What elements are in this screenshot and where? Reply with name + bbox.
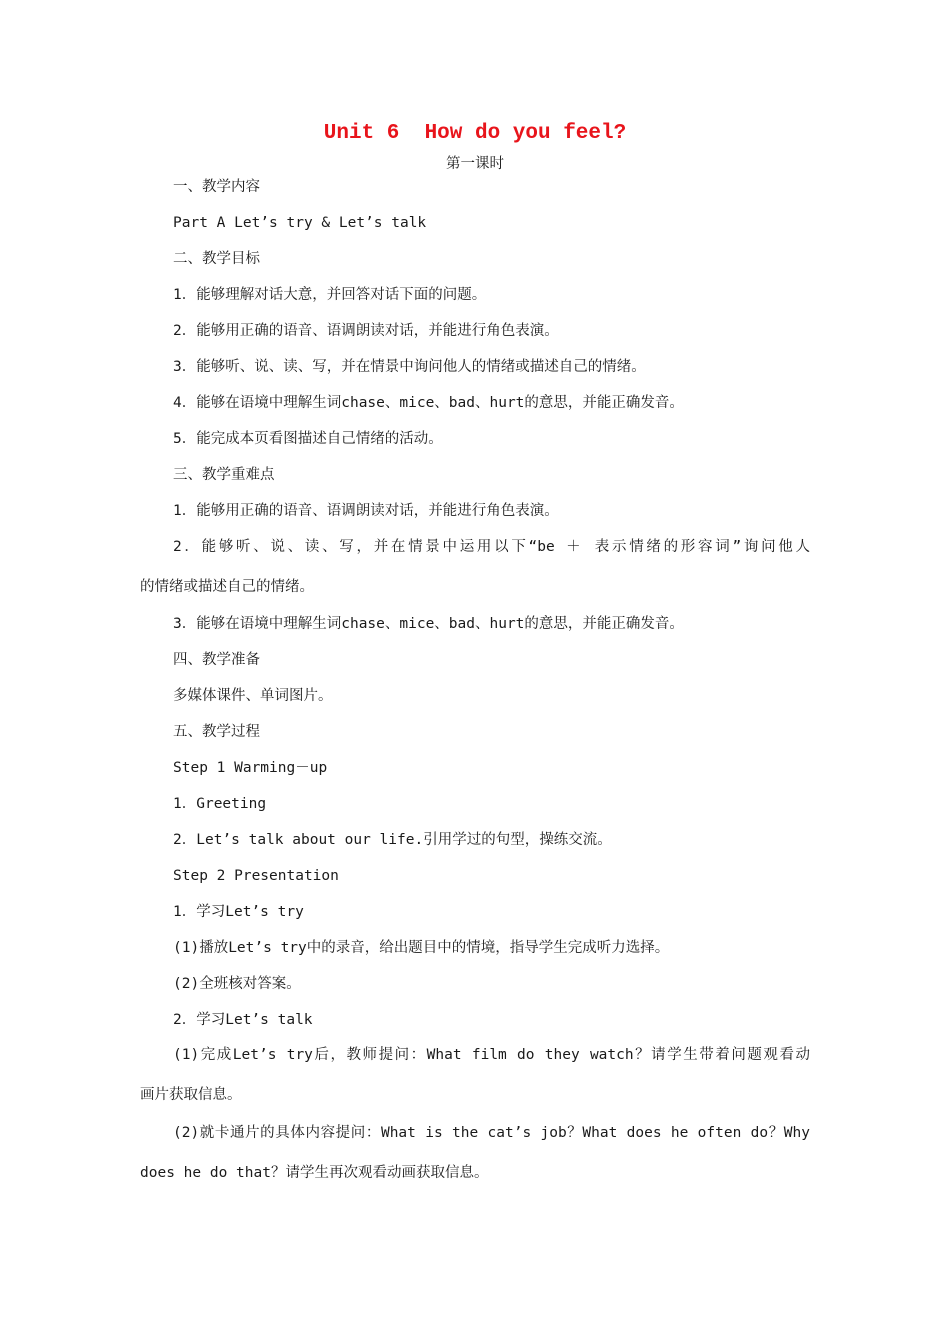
- section-heading-preparation: 四、教学准备: [173, 652, 260, 668]
- paragraph-line-continued: does he do that？请学生再次观看动画获取信息。: [140, 1165, 489, 1181]
- paragraph-line: 2．学习Let’s talk: [173, 1012, 313, 1028]
- paragraph-line: 3．能够听、说、读、写，并在情景中询问他人的情绪或描述自己的情绪。: [173, 359, 646, 375]
- paragraph-line-continued: 的情绪或描述自己的情绪。: [140, 579, 314, 595]
- document-title: Unit 6 How do you feel?: [323, 122, 627, 145]
- paragraph-line: 2．Let’s talk about our life.引用学过的句型，操练交流。: [173, 832, 612, 848]
- paragraph-line: 1．Greeting: [173, 796, 267, 812]
- paragraph-line: 2．能够听、说、读、写，并在情景中运用以下“be ＋ 表示情绪的形容词”询问他人: [173, 539, 810, 555]
- paragraph-line: 5．能完成本页看图描述自己情绪的活动。: [173, 431, 443, 447]
- paragraph-line: 3．能够在语境中理解生词chase、mice、bad、hurt的意思，并能正确发音。: [173, 616, 684, 632]
- section-heading-key-points: 三、教学重难点: [173, 467, 275, 483]
- step-heading: Step 1 Warming－up: [173, 760, 328, 776]
- paragraph-line-continued: 画片获取信息。: [140, 1087, 242, 1103]
- section-heading-objectives: 二、教学目标: [173, 251, 260, 267]
- paragraph-line: 多媒体课件、单词图片。: [173, 688, 333, 704]
- paragraph-line: (1)播放Let’s try中的录音，给出题目中的情境，指导学生完成听力选择。: [173, 940, 670, 956]
- paragraph-line: Part A Let’s try & Let’s talk: [173, 215, 427, 231]
- paragraph-line: 4．能够在语境中理解生词chase、mice、bad、hurt的意思，并能正确发音。: [173, 395, 684, 411]
- paragraph-line: 1．能够理解对话大意，并回答对话下面的问题。: [173, 287, 487, 303]
- section-heading-process: 五、教学过程: [173, 724, 260, 740]
- paragraph-line: (1)完成Let’s try后，教师提问：What film do they watch？请学生带着问题观看动: [173, 1047, 810, 1063]
- paragraph-line: (2)全班核对答案。: [173, 976, 301, 992]
- paragraph-line: 2．能够用正确的语音、语调朗读对话，并能进行角色表演。: [173, 323, 559, 339]
- document-subtitle: 第一课时: [446, 156, 504, 172]
- section-heading-content: 一、教学内容: [173, 179, 260, 195]
- paragraph-line: (2)就卡通片的具体内容提问：What is the cat’s job？What does he often do？Why: [173, 1125, 810, 1141]
- paragraph-line: 1．能够用正确的语音、语调朗读对话，并能进行角色表演。: [173, 503, 559, 519]
- paragraph-line: 1．学习Let’s try: [173, 904, 304, 920]
- step-heading: Step 2 Presentation: [173, 868, 339, 884]
